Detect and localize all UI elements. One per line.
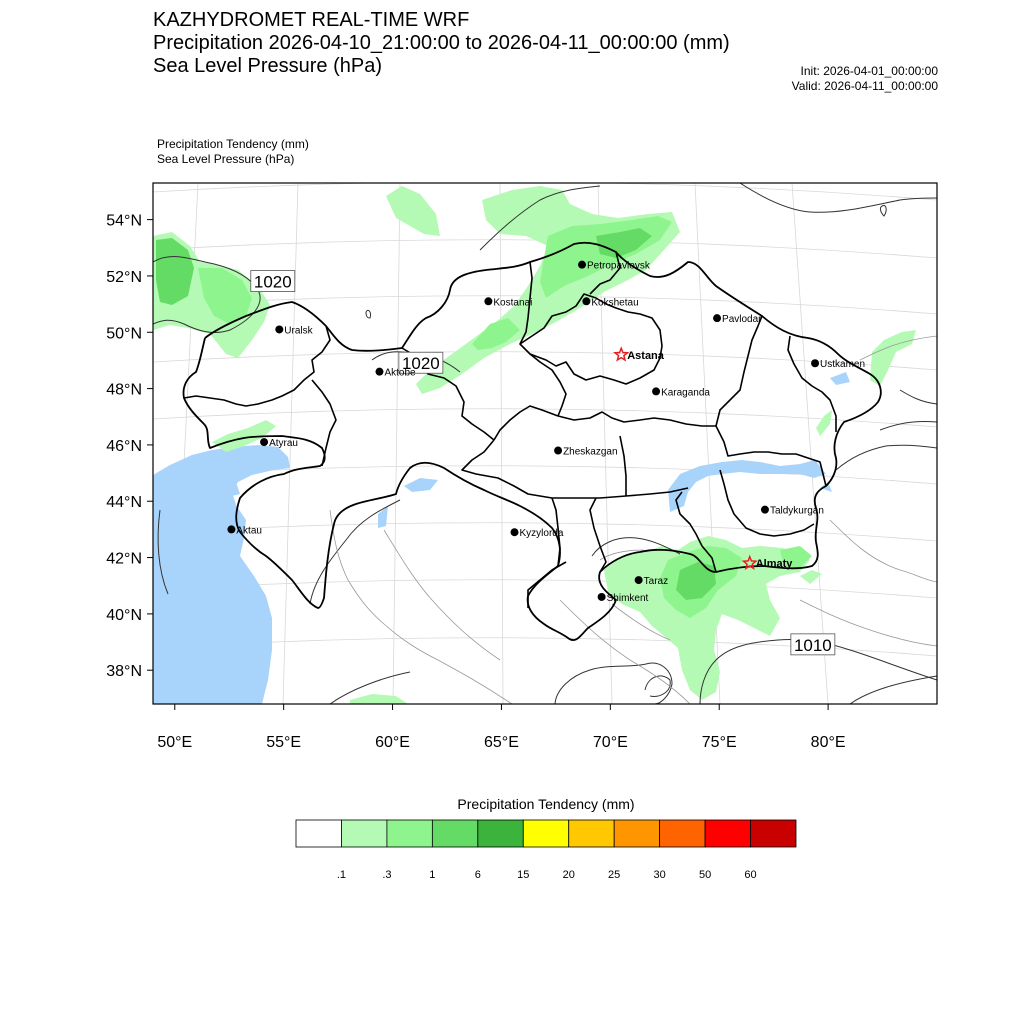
colorbar-swatch [569,820,614,847]
colorbar-swatch [341,820,386,847]
isobar-small-west [366,310,371,318]
isobar-label [791,634,835,655]
isobar-label [251,271,295,292]
lon-label: 70°E [592,734,628,751]
city-petropavlovsk [578,261,651,272]
colorbar-swatch [387,820,432,847]
lat-label: 48°N [106,381,142,399]
city-label: Kostanai [493,297,533,309]
lat-label: 44°N [106,494,142,512]
lat-label: 52°N [106,268,142,286]
precip-field-label: Precipitation Tendency (mm) [157,137,309,151]
chart-title: KAZHYDROMET REAL-TIME WRF [153,9,470,31]
city-label: Aktau [236,525,262,537]
precip-east-small [816,410,832,436]
city-shimkent [598,593,649,604]
lake-balkhash [668,460,826,512]
city-dot-icon [484,297,492,305]
svg-text:1020: 1020 [401,354,440,374]
colorbar-swatch [614,820,659,847]
lat-label: 40°N [106,606,142,624]
city-dot-icon [582,297,590,305]
lon-label: 50°E [157,734,193,751]
svg-text:1020: 1020 [253,272,292,292]
precip-north-core-3 [472,318,520,350]
isobar-1010-west [555,663,672,704]
colorbar-label: 20 [562,869,575,881]
city-astana [615,348,665,361]
city-label: Uralsk [284,325,313,337]
city-dot-icon [578,261,586,269]
colorbar-label: 30 [653,869,666,881]
colorbar [296,820,796,881]
colorbar-label: .3 [382,869,392,881]
city-label: Pavlodar [722,314,762,326]
city-label: Kyzylorda [519,528,564,540]
precip-southwest-spot [350,694,408,704]
zaysan [830,372,850,385]
isobar-contour-south-1 [645,676,670,696]
city-label: Ustkamen [820,359,866,371]
pressure-field-label: Sea Level Pressure (hPa) [157,152,295,166]
city-dot-icon [635,576,643,584]
colorbar-label: 6 [474,869,481,881]
valid-time: Valid: 2026-04-11_00:00:00 [791,79,938,93]
city-dot-icon [511,528,519,536]
colorbar-swatch [751,820,796,847]
city-ustkamen [811,359,865,370]
city-dot-icon [375,368,383,376]
city-label: Kokshetau [591,297,639,309]
city-uralsk [275,325,313,336]
colorbar-swatch [523,820,568,847]
lon-label: 65°E [484,734,519,751]
city-kostanai [484,297,532,308]
city-label: Petropavlovsk [587,260,650,272]
city-label: Aktobe [384,367,416,379]
colorbar-swatch [432,820,477,847]
colorbar-label: 1 [429,869,436,881]
city-dot-icon [811,359,819,367]
colorbar-label: 60 [744,869,757,881]
lon-label: 55°E [266,734,302,751]
city-dot-icon [598,593,606,601]
city-dot-icon [554,447,562,455]
isobar-east-outer [900,390,937,404]
init-time: Init: 2026-04-01_00:00:00 [800,64,938,78]
precip-east-spot [870,330,916,386]
colorbar-swatch [296,820,341,847]
svg-text:1010: 1010 [793,635,832,655]
isobar-east-small [880,205,886,216]
city-dot-icon [260,438,268,446]
colorbar-swatch [705,820,750,847]
city-zheskazgan [554,447,617,458]
colorbar-label: 50 [698,869,712,881]
capital-star-icon [615,348,627,360]
caspian-sea [153,445,290,704]
lat-label: 50°N [106,325,142,343]
city-label: Astana [627,349,664,362]
lon-label: 80°E [810,734,846,751]
colorbar-label: .1 [336,869,347,881]
colorbar-swatch [478,820,523,847]
city-pavlodar [713,314,762,325]
city-dot-icon [652,387,660,395]
city-label: Taldykurgan [769,505,824,517]
city-label: Almaty [755,558,793,571]
precip-northwest-spot [386,186,440,236]
city-label: Karaganda [661,387,711,399]
city-kokshetau [582,297,638,308]
city-aktobe [375,368,416,379]
isobar-southeast [850,676,937,704]
city-label: Shimkent [606,592,649,604]
lon-label: 60°E [375,734,410,751]
isobar-east-lower [880,421,937,430]
precipitation-period-title: Precipitation 2026-04-10_21:00:00 to 2026-04-11_00:00:00 (mm) [153,32,730,54]
colorbar-label: 25 [608,869,621,881]
pressure-title: Sea Level Pressure (hPa) [153,55,383,77]
colorbar-label: 15 [517,869,530,881]
city-dot-icon [761,506,769,514]
lat-label: 42°N [106,550,142,568]
lon-label: 75°E [701,734,737,751]
city-label: Atyrau [269,438,298,450]
city-dot-icon [275,325,283,333]
city-label: Zheskazgan [563,446,618,458]
city-taldykurgan [761,506,824,517]
city-dot-icon [227,525,235,533]
colorbar-title: Precipitation Tendency (mm) [457,796,635,812]
city-kyzylorda [511,528,564,539]
city-label: Taraz [643,576,669,588]
lat-label: 54°N [106,212,142,230]
city-karaganda [652,387,710,398]
city-dot-icon [713,314,721,322]
colorbar-swatch [660,820,705,847]
lat-label: 38°N [106,663,142,681]
aral-sea-1 [404,478,438,492]
isobar-east-ridge [836,445,937,470]
lat-label: 46°N [106,437,142,455]
